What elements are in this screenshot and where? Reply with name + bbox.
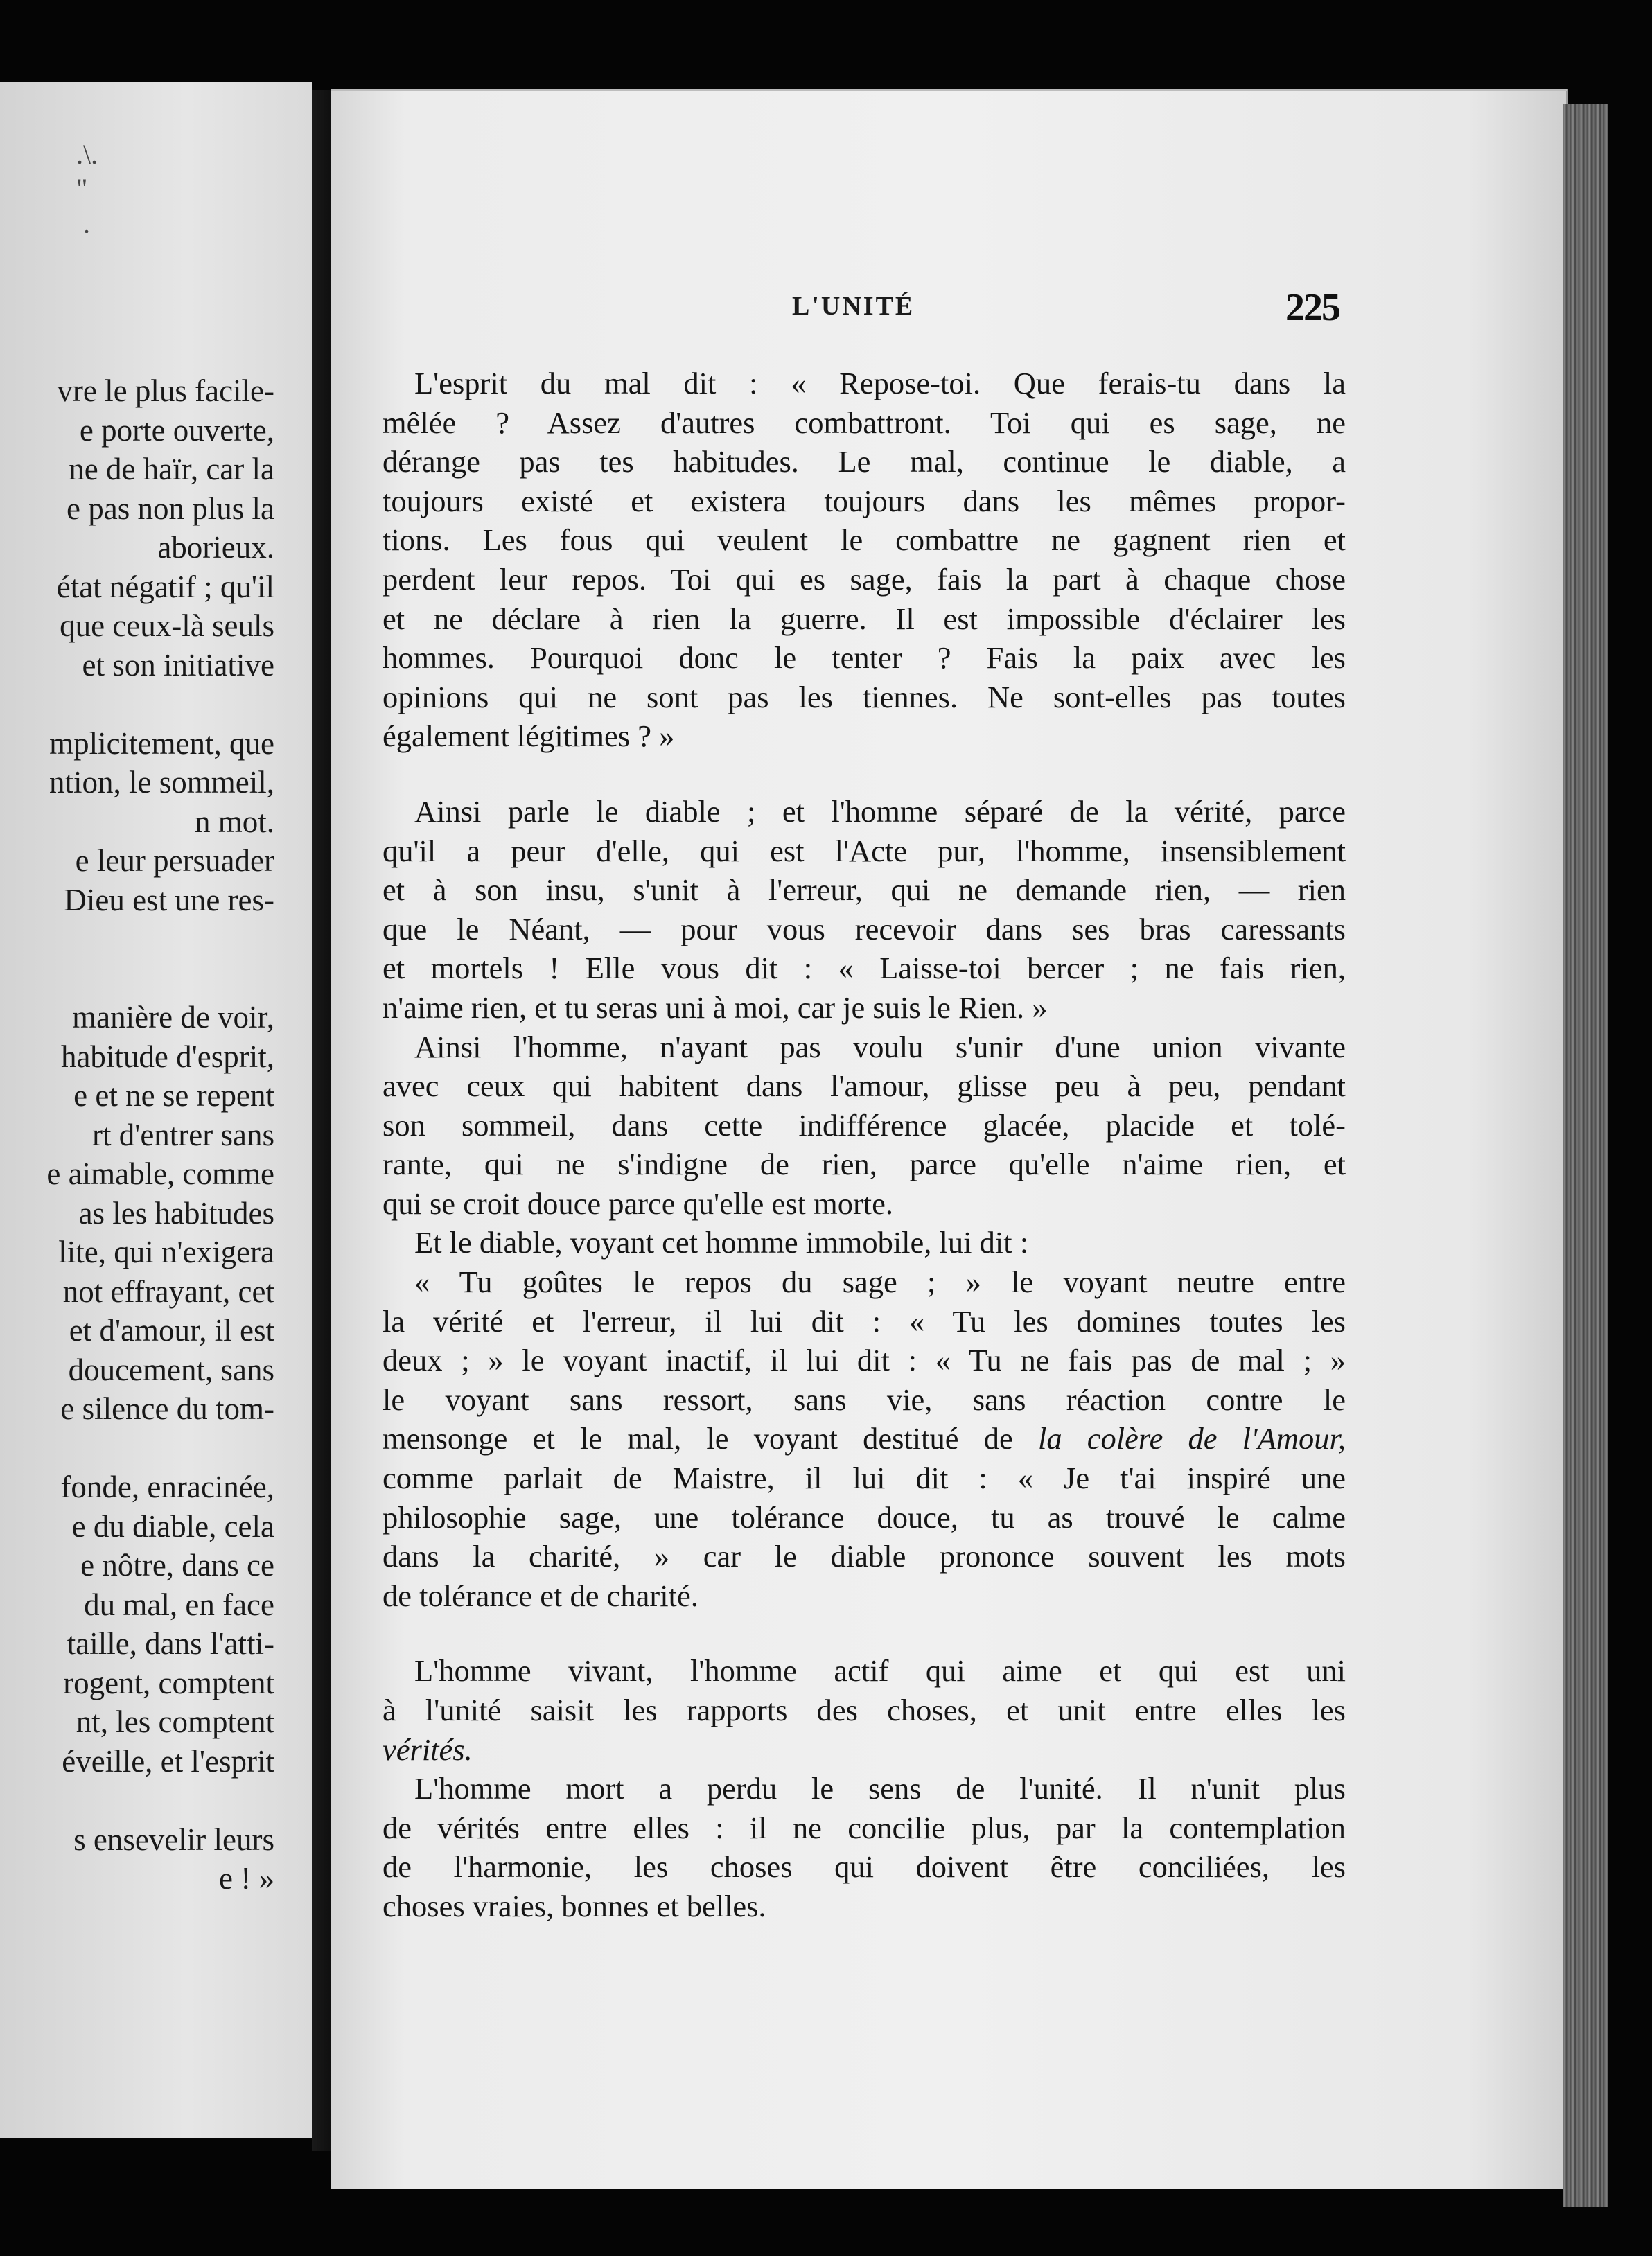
text-line: n'aime rien, et tu seras uni à moi, car je suis le Rien. »	[383, 989, 1048, 1025]
text-line: L'homme vivant, l'homme actif qui aime et qui est uni	[414, 1653, 1346, 1689]
left-page-line: taille, dans l'atti-	[67, 1626, 274, 1661]
text-line: mêlée ? Assez d'autres combattront. Toi qui es sage, ne	[383, 405, 1346, 440]
text-line: toujours existé et existera toujours dans les mêmes propor-	[383, 483, 1346, 518]
left-page-line: e porte ouverte,	[79, 412, 274, 448]
left-page-line	[0, 685, 274, 724]
text-line: L'homme mort a perdu le sens de l'unité. Il n'unit plus	[414, 1771, 1346, 1806]
left-page-line: éveille, et l'esprit	[62, 1743, 274, 1779]
left-page-line: e aimable, comme	[46, 1156, 274, 1191]
text-line: philosophie sage, une tolérance douce, tu as trouvé le calme	[383, 1499, 1346, 1535]
paragraph	[383, 792, 1346, 1028]
left-page-line	[0, 1429, 274, 1468]
left-page-line: du mal, en face	[84, 1587, 274, 1622]
left-page-line: que ceux-là seuls	[60, 608, 274, 643]
text-line: la vérité et l'erreur, il lui dit : « Tu les domines toutes les	[383, 1303, 1346, 1339]
text-line: qu'il a peur d'elle, qui est l'Acte pur, l'homme, insensiblement	[383, 833, 1346, 868]
left-page-line: ntion, le sommeil,	[49, 765, 274, 800]
left-page-line: e nôtre, dans ce	[80, 1548, 274, 1583]
text-line: perdent leur repos. Toi qui es sage, fais la part à chaque chose	[383, 561, 1346, 597]
left-page-line: not effrayant, cet	[62, 1274, 274, 1309]
left-page-line: état négatif ; qu'il	[56, 569, 274, 604]
italic-text: la colère de l'Amour,	[1037, 1421, 1346, 1456]
facing-left-page	[0, 82, 312, 2138]
paragraph	[383, 1651, 1346, 1769]
text-line: avec ceux qui habitent dans l'amour, glisse peu à peu, pendant	[383, 1068, 1346, 1104]
text-line: deux ; » le voyant inactif, il lui dit : « Tu ne fais pas de mal ; »	[383, 1343, 1346, 1378]
left-page-line: et son initiative	[82, 647, 274, 682]
margin-marks: .\. " .	[76, 139, 98, 239]
left-page-text	[0, 371, 274, 1898]
text-line: rante, qui ne s'indigne de rien, parce qu'elle n'aime rien, et	[383, 1147, 1346, 1182]
left-page-line: ne de haïr, car la	[69, 452, 274, 486]
text-line: L'esprit du mal dit : « Repose-toi. Que ferais-tu dans la	[414, 366, 1346, 400]
text-line: et à son insu, s'unit à l'erreur, qui ne demande rien, — rien	[383, 872, 1346, 908]
page-body	[383, 364, 1346, 1926]
left-page-line	[0, 919, 274, 959]
left-page-line: e leur persuader	[75, 843, 274, 878]
left-page-line: e et ne se repent	[73, 1078, 274, 1113]
text-line: opinions qui ne sont pas les tiennes. Ne sont-elles pas toutes	[383, 679, 1346, 714]
text-line: que le Néant, — pour vous recevoir dans ses bras caressants	[383, 911, 1346, 946]
left-page-line: e ! »	[219, 1861, 274, 1896]
left-page-line: habitude d'esprit,	[60, 1039, 274, 1074]
page-edge	[1563, 104, 1608, 2207]
text-line: et mortels ! Elle vous dit : « Laisse-toi bercer ; ne fais rien,	[383, 951, 1346, 986]
left-page-line	[0, 959, 274, 998]
left-page-line: e pas non plus la	[67, 491, 274, 526]
text-line: et ne déclare à rien la guerre. Il est impossible d'éclairer les	[383, 601, 1346, 636]
left-page-line: n mot.	[194, 804, 274, 839]
text-line: son sommeil, dans cette indifférence glacée, placide et tolé-	[383, 1107, 1346, 1143]
text-line: comme parlait de Maistre, il lui dit : « Je t'ai inspiré une	[383, 1461, 1346, 1496]
text-line	[383, 1730, 1346, 1770]
left-page-line	[0, 1781, 274, 1820]
paragraph	[383, 1223, 1346, 1262]
text-line: Et le diable, voyant cet homme immobile, lui dit :	[414, 1225, 1029, 1260]
text-line: qui se croit douce parce qu'elle est morte.	[383, 1186, 894, 1221]
text-line: de l'harmonie, les choses qui doivent être conciliées, les	[383, 1849, 1346, 1885]
left-page-line: fonde, enracinée,	[60, 1470, 274, 1504]
text-line: dans la charité, » car le diable prononce souvent les mots	[383, 1539, 1346, 1574]
left-page-line: e du diable, cela	[71, 1508, 274, 1544]
left-page-line: manière de voir,	[72, 1000, 274, 1034]
left-page-line: doucement, sans	[68, 1352, 274, 1387]
text-line: choses vraies, bonnes et belles.	[383, 1888, 766, 1923]
left-page-line: s ensevelir leurs	[73, 1822, 274, 1857]
left-page-line: lite, qui n'exigera	[58, 1235, 274, 1269]
left-page-line: e silence du tom-	[60, 1391, 274, 1426]
text-line: dérange pas tes habitudes. Le mal, continue le diable, a	[383, 444, 1346, 479]
paragraph	[383, 1769, 1346, 1925]
text-line: tions. Les fous qui veulent le combattre ne gagnent rien et	[383, 522, 1346, 558]
text-line: Ainsi l'homme, n'ayant pas voulu s'unir d'une union vivante	[414, 1029, 1346, 1064]
text-line: également légitimes ? »	[383, 719, 675, 754]
text-line: mensonge et le mal, le voyant destitué de la colère de l'Amour,	[383, 1421, 1346, 1456]
text-line: à l'unité saisit les rapports des choses, et unit entre elles les	[383, 1693, 1346, 1727]
paragraph	[383, 1262, 1346, 1615]
left-page-line: et d'amour, il est	[69, 1313, 274, 1348]
text-line: Ainsi parle le diable ; et l'homme séparé de la vérité, parce	[414, 793, 1346, 829]
left-page-line: as les habitudes	[78, 1195, 274, 1231]
left-page-line: vre le plus facile-	[57, 373, 274, 408]
italic-text: vérités.	[383, 1731, 473, 1767]
text-line: de vérités entre elles : il ne concilie plus, par la contemplation	[383, 1810, 1346, 1845]
page-number: 225	[1285, 286, 1339, 329]
running-title: L'UNITÉ	[792, 292, 915, 321]
paragraph	[383, 1028, 1346, 1224]
left-page-line: nt, les comptent	[76, 1704, 274, 1739]
text-line: le voyant sans ressort, sans vie, sans réaction contre le	[383, 1382, 1346, 1417]
paragraph	[383, 364, 1346, 756]
text-line: « Tu goûtes le repos du sage ; » le voyant neutre entre	[414, 1264, 1346, 1300]
text-line: de tolérance et de charité.	[383, 1578, 698, 1613]
left-page-line: rogent, comptent	[63, 1665, 274, 1700]
left-page-line: Dieu est une res-	[64, 882, 274, 917]
text-line: hommes. Pourquoi donc le tenter ? Fais la paix avec les	[383, 640, 1346, 676]
left-page-line: mplicitement, que	[49, 725, 274, 761]
left-page-line: aborieux.	[157, 530, 274, 565]
left-page-line: rt d'entrer sans	[91, 1117, 274, 1152]
